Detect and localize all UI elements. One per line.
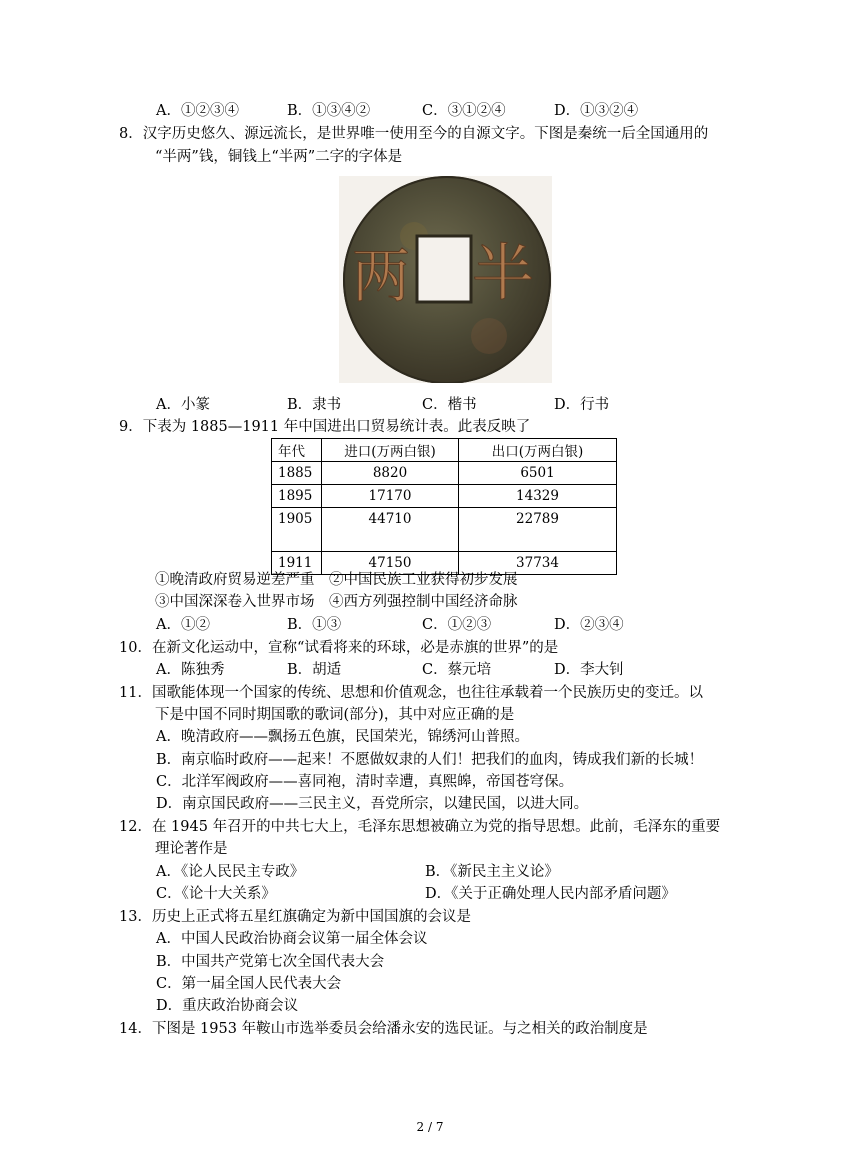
q7-option-a[interactable]: A．①②③④ — [156, 103, 239, 119]
q9-option-c[interactable]: C．①②③ — [422, 617, 492, 633]
q10-stem: 10．在新文化运动中，宣称“试看将来的环球，必是赤旗的世界”的是 — [119, 640, 559, 656]
q11-option-b[interactable]: B．南京临时政府——起来！不愿做奴隶的人们！把我们的血肉，铸成我们新的长城！ — [156, 752, 704, 768]
table-cell-export: 14329 — [459, 485, 617, 508]
q11-option-c[interactable]: C．北洋军阀政府——喜同袍，清时幸遭，真熙皞，帝国苍穹保。 — [156, 774, 574, 790]
table-cell-import: 8820 — [322, 462, 459, 485]
q7-option-b[interactable]: B．①③④② — [287, 103, 371, 119]
q14-stem: 14．下图是 1953 年鞍山市选举委员会给潘永安的选民证。与之相关的政治制度是 — [119, 1021, 648, 1037]
q10-option-c[interactable]: C．蔡元培 — [422, 662, 492, 678]
q11-option-d[interactable]: D．南京国民政府——三民主义，吾党所宗，以建民国，以进大同。 — [156, 796, 589, 812]
page-number: 2 / 7 — [416, 1120, 444, 1134]
table-cell-year: 1911 — [272, 552, 322, 575]
table-row — [272, 462, 617, 485]
table-header-row — [272, 439, 617, 462]
q13-stem: 13．历史上正式将五星红旗确定为新中国国旗的会议是 — [119, 909, 471, 925]
q13-option-b[interactable]: B．中国共产党第七次全国代表大会 — [156, 954, 385, 970]
table-cell-import: 47150 — [322, 552, 459, 575]
q10-option-d[interactable]: D．李大钊 — [554, 662, 624, 678]
q12-option-c[interactable]: C．《论十大关系》 — [156, 886, 276, 902]
q9-stem: 9．下表为 1885—1911 年中国进出口贸易统计表。此表反映了 — [119, 419, 531, 435]
trade-statistics-table — [271, 438, 617, 575]
q12-option-a[interactable]: A．《论人民民主专政》 — [156, 864, 305, 880]
coin-char-ban: 半 — [471, 236, 535, 309]
q11-stem-line2: 下是中国不同时期国歌的歌词(部分)，其中对应正确的是 — [155, 707, 515, 723]
q11-option-a[interactable]: A．晚清政府——飘扬五色旗，民国荣光，锦绣河山普照。 — [156, 729, 529, 745]
q8-option-a[interactable]: A．小篆 — [156, 397, 210, 413]
coin-char-liang: 两 — [351, 242, 411, 310]
q9-items-line1: ①晚清政府贸易逆差严重 ②中国民族工业获得初步发展 — [155, 572, 518, 588]
q7-option-d[interactable]: D．①③②④ — [554, 103, 639, 119]
table-header-export: 出口(万两白银) — [459, 439, 617, 462]
table-cell-year: 1905 — [272, 508, 322, 552]
table-cell-import: 44710 — [322, 508, 459, 552]
q13-option-d[interactable]: D．重庆政治协商会议 — [156, 998, 299, 1014]
q12-option-d[interactable]: D．《关于正确处理人民内部矛盾问题》 — [425, 886, 676, 902]
table-row — [272, 508, 617, 552]
q7-option-c[interactable]: C．③①②④ — [422, 103, 506, 119]
q9-option-b[interactable]: B．①③ — [287, 617, 342, 633]
table-cell-export: 6501 — [459, 462, 617, 485]
q8-stem-line2: “半两”钱，铜钱上“半两”二字的字体是 — [155, 149, 403, 165]
q8-stem-line1: 8．汉字历史悠久、源远流长，是世界唯一使用至今的自源文字。下图是秦统一后全国通用的 — [119, 126, 709, 142]
q12-option-b[interactable]: B．《新民主主义论》 — [425, 864, 559, 880]
table-row — [272, 485, 617, 508]
q12-stem-line2: 理论著作是 — [155, 841, 228, 857]
table-cell-export: 22789 — [459, 508, 617, 552]
q13-option-c[interactable]: C．第一届全国人民代表大会 — [156, 976, 342, 992]
coin-icon — [339, 176, 552, 383]
table-cell-year: 1895 — [272, 485, 322, 508]
q10-option-a[interactable]: A．陈独秀 — [156, 662, 225, 678]
table-cell-year: 1885 — [272, 462, 322, 485]
q9-option-a[interactable]: A．①② — [156, 617, 210, 633]
table-header-import: 进口(万两白银) — [322, 439, 459, 462]
q11-stem-line1: 11．国歌能体现一个国家的传统、思想和价值观念，也往往承载着一个民族历史的变迁。以 — [119, 685, 703, 701]
q8-option-c[interactable]: C．楷书 — [422, 397, 477, 413]
q9-option-d[interactable]: D．②③④ — [554, 617, 624, 633]
q10-option-b[interactable]: B．胡适 — [287, 662, 342, 678]
table-cell-import: 17170 — [322, 485, 459, 508]
q13-option-a[interactable]: A．中国人民政治协商会议第一届全体会议 — [156, 931, 428, 947]
q8-option-b[interactable]: B．隶书 — [287, 397, 342, 413]
q9-items-line2: ③中国深深卷入世界市场 ④西方列强控制中国经济命脉 — [155, 594, 518, 610]
table-header-year: 年代 — [272, 439, 322, 462]
banliang-coin-image — [339, 176, 552, 383]
q8-option-d[interactable]: D．行书 — [554, 397, 610, 413]
table-cell-export: 37734 — [459, 552, 617, 575]
q12-stem-line1: 12．在 1945 年召开的中共七大上，毛泽东思想被确立为党的指导思想。此前，毛泽东的重要 — [119, 819, 721, 835]
